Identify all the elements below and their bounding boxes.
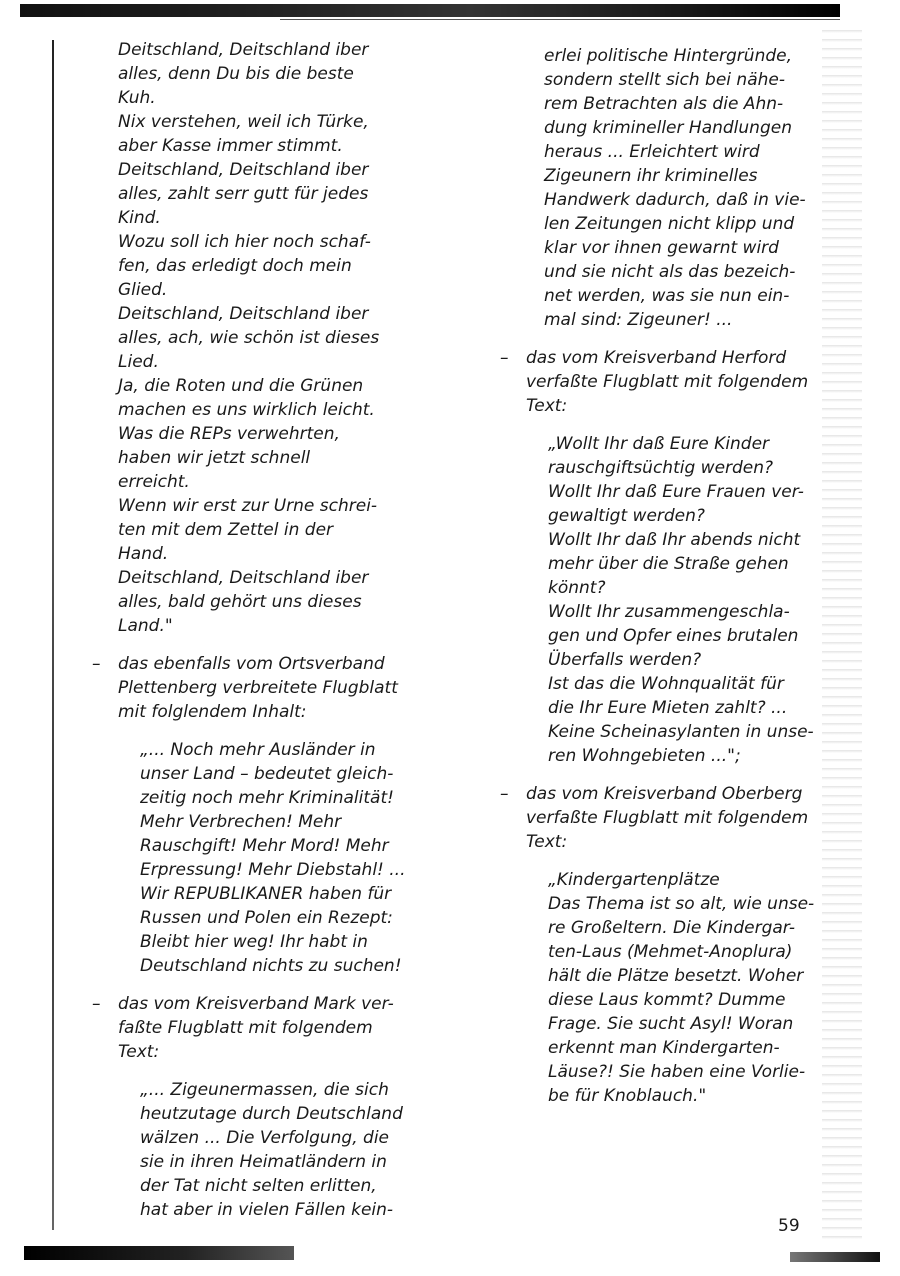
text-line: Plettenberg verbreitete Flugblatt [118,678,398,698]
list-dash: – [500,348,509,368]
text-line: erlei politische Hintergründe, [544,46,793,66]
text-line: verfaßte Flugblatt mit folgendem [526,808,809,828]
text-line: mehr über die Straße gehen [548,554,789,574]
text-line: ren Wohngebieten ..."; [548,746,741,766]
text-line: Text: [526,832,568,852]
text-line: fen, das erledigt doch mein [118,256,352,276]
text-line: alles, zahlt serr gutt für jedes [118,184,369,204]
text-line: Keine Scheinasylanten in unse- [548,722,814,742]
text-line: hat aber in vielen Fällen kein- [140,1200,394,1220]
text-line: Ist das die Wohnqualität für [548,674,784,694]
text-line: Deitschland, Deitschland iber [118,568,369,588]
text-line: Deutschland nichts zu suchen! [140,956,402,976]
text-line: die Ihr Eure Mieten zahlt? ... [548,698,788,718]
text-line: Läuse?! Sie haben eine Vorlie- [548,1062,806,1082]
text-line: erkennt man Kindergarten- [548,1038,780,1058]
text-line: Kind. [118,208,161,228]
text-line: Hand. [118,544,169,564]
text-line: Russen und Polen ein Rezept: [140,908,393,928]
text-line: ten mit dem Zettel in der [118,520,334,540]
binding-edge [52,40,54,1230]
text-line: Wozu soll ich hier noch schaf- [118,232,371,252]
text-line: dung krimineller Handlungen [544,118,792,138]
text-line: das vom Kreisverband Mark ver- [118,994,394,1014]
list-item [496,346,816,768]
text-line: der Tat nicht selten erlitten, [140,1176,377,1196]
text-line: hält die Plätze besetzt. Woher [548,966,804,986]
text-line: Text: [118,1042,160,1062]
text-line: Mehr Verbrechen! Mehr [140,812,342,832]
text-line: Nix verstehen, weil ich Türke, [118,112,369,132]
text-line: das vom Kreisverband Oberberg [526,784,803,804]
list-item [496,782,816,1108]
page-number: 59 [778,1216,800,1236]
text-line: rem Betrachten als die Ahn- [544,94,784,114]
text-line: Handwerk dadurch, daß in vie- [544,190,806,210]
text-line: Kuh. [118,88,156,108]
scan-border-bottom [24,1246,294,1260]
text-line: sondern stellt sich bei nähe- [544,70,785,90]
text-line: „Wollt Ihr daß Eure Kinder [548,434,770,454]
text-line: Text: [526,396,568,416]
text-line: Wir REPUBLIKANER haben für [140,884,392,904]
left-column [92,38,458,1222]
quote-block [496,44,816,332]
text-line: zeitig noch mehr Kriminalität! [140,788,394,808]
scan-noise-right [822,30,862,1240]
text-line: be für Knoblauch." [548,1086,707,1106]
text-line: ten-Laus (Mehmet-Anoplura) [548,942,793,962]
text-line: das vom Kreisverband Herford [526,348,787,368]
text-line: unser Land – bedeutet gleich- [140,764,394,784]
text-line: Wollt Ihr daß Eure Frauen ver- [548,482,804,502]
text-line: machen es uns wirklich leicht. [118,400,375,420]
text-line: net werden, was sie nun ein- [544,286,790,306]
scan-border-top [20,4,840,17]
text-line: Frage. Sie sucht Asyl! Woran [548,1014,794,1034]
list-dash: – [92,994,101,1014]
list-dash: – [92,654,101,674]
text-line: Ja, die Roten und die Grünen [118,376,364,396]
list-item [88,992,458,1222]
text-line: alles, ach, wie schön ist dieses [118,328,380,348]
text-line: rauschgiftsüchtig werden? [548,458,774,478]
text-line: Deitschland, Deitschland iber [118,304,369,324]
text-line: Lied. [118,352,159,372]
text-line: erreicht. [118,472,190,492]
text-line: sie in ihren Heimatländern in [140,1152,387,1172]
text-line: „Kindergartenplätze [548,870,720,890]
text-line: Deitschland, Deitschland iber [118,160,369,180]
quote-block [118,738,458,978]
text-line: Überfalls werden? [548,650,702,670]
text-line: mal sind: Zigeuner! ... [544,310,733,330]
text-line: Bleibt hier weg! Ihr habt in [140,932,368,952]
right-column [496,44,816,1108]
text-line: Wenn wir erst zur Urne schrei- [118,496,378,516]
text-line: „... Noch mehr Ausländer in [140,740,376,760]
text-line: gen und Opfer eines brutalen [548,626,799,646]
text-line: verfaßte Flugblatt mit folgendem [526,372,809,392]
text-line: das ebenfalls vom Ortsverband [118,654,385,674]
text-line: mit folglendem Inhalt: [118,702,307,722]
text-line: wälzen ... Die Verfolgung, die [140,1128,389,1148]
text-line: Wollt Ihr daß Ihr abends nicht [548,530,801,550]
text-line: len Zeitungen nicht klipp und [544,214,795,234]
text-line: Glied. [118,280,168,300]
text-line: Was die REPs verwehrten, [118,424,340,444]
text-line: könnt? [548,578,606,598]
text-line: Land." [118,616,173,636]
text-line: Das Thema ist so alt, wie unse- [548,894,815,914]
text-line: Zigeunern ihr kriminelles [544,166,758,186]
text-line: Wollt Ihr zusammengeschla- [548,602,790,622]
text-line: alles, denn Du bis die beste [118,64,354,84]
text-line: re Großeltern. Die Kindergar- [548,918,795,938]
text-line: heraus ... Erleichtert wird [544,142,760,162]
text-line: Rauschgift! Mehr Mord! Mehr [140,836,389,856]
text-line: alles, bald gehört uns dieses [118,592,362,612]
scan-line-top [280,19,840,20]
text-line: klar vor ihnen gewarnt wird [544,238,779,258]
text-line: und sie nicht als das bezeich- [544,262,796,282]
quote-block [526,432,816,768]
text-line: heutzutage durch Deutschland [140,1104,403,1124]
quote-block [526,868,816,1108]
text-line: diese Laus kommt? Dumme [548,990,786,1010]
text-line: aber Kasse immer stimmt. [118,136,343,156]
poem-block [118,38,458,638]
text-line: faßte Flugblatt mit folgendem [118,1018,373,1038]
text-line: haben wir jetzt schnell [118,448,311,468]
quote-block [118,1078,458,1222]
text-line: Deitschland, Deitschland iber [118,40,369,60]
text-line: Erpressung! Mehr Diebstahl! ... [140,860,406,880]
scan-border-bottom-right [790,1252,880,1262]
list-item [88,652,458,978]
text-line: gewaltigt werden? [548,506,705,526]
text-line: „... Zigeunermassen, die sich [140,1080,389,1100]
list-dash: – [500,784,509,804]
